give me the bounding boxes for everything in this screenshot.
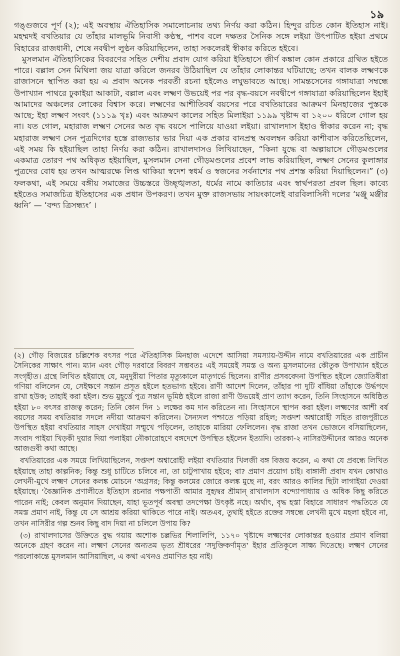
footnote-3: (৩) রাখালদাসের উক্তিতে বুদ্ধ গয়ায় অশোক চল্লভির শিলালিপি, ১১৭০ খৃষ্টাব্দে লক্ষ্মণের লোকান্তর হওয়ার প্রমাণ বলিয়া অনেকে গ্রহণ করেন না। লক্ষ্মণ সেনের অন্যতম ভৃত্য শ্রীধরের ‘সদুক্তিকর্ণামৃত’ ইহার প্রতিকূলে সাক্ষ্য দিতেছে। লক্ষ্মণ সেনের পরলোকান্তে মুসলমান আসিয়াছিল, এ কথা এখনও প্রমাণিত হয় নাই। bbox=[14, 530, 388, 561]
main-text bbox=[14, 20, 388, 211]
footnote-2: (২) গৌড় বিজয়ের চল্লিশেক বৎসর পরে ঐতিহাসিক মিনহাজ এদেশে আসিয়া সমস্যায়-উদ্দীন নামে বখতিয়ারের এক প্রাচীন সৈনিকের সাক্ষাৎ পান। ম্যান এবং গৌড় দরবারে বিবরণ সম্ভবতঃ এই সময়েই সমস্ত ও অন্য মুসলমানের কৌতুক উপাখ্যান হইতে সংগৃহীত। গ্রন্থে লিখিত হইয়াছে যে, মনুদুরীয়া পিতার মৃত্যুকালে মাতৃগর্ভে ছিলেন। রাণীর প্রসববেদনা উপস্থিত হইলে জ্যোতিষীরা গণিয়া বলিলেন যে, সেইক্ষণে সন্তান প্রসূত হইলে হতভাগ্য হইবে। রাণী আদেশ দিলেন, তাঁহার পা দুটি বাঁধিয়া তাঁহাকে উর্দ্ধপদে রাখা হউক; তাহাই করা হইল। শুভ মুহূর্ত্তে পুত্র সন্তান ভূমিষ্ঠ হইলে রাজা রাণী উভয়েই প্রাণ ত্যাগ করেন, তিনি সিংহাসনে অধিষ্ঠিত হইয়া ৮০ বৎসর রাজত্ব করেন; তিনি কোন দিন ১ লক্ষের কম দান করিতেন না। সিংহাসনে স্থাপন করা হইল। লক্ষ্মণের আশী বর্ষ বয়সের সময় বখতিয়ার সদলে নদীয়া আক্রমণ করিলেন। সৈন্যদল পশ্চাতে পড়িয়া রহিল; সপ্তদশ অশ্বারোহী সহিত রাজপুরীতে উপস্থিত হইয়া বখতিয়ার সাহস দেখাইয়া সম্মুখে পড়িলেন, তাহাকে মারিয়া ফেলিলেন। বৃদ্ধ রাজা তখন ভোজনে বসিয়াছিলেন, সংবাদ পাইয়া খিড়কী দুয়ার দিয়া পলাইয়া নৌকারোহণে বঙ্গদেশে উপস্থিত হইলেন ইত্যাদি। তারকা-২ নাসিরউদ্দীনের আরও অনেক আজগুবী কথা আছে। bbox=[14, 351, 388, 454]
footnote-divider bbox=[14, 348, 134, 349]
paragraph-1: গঙ্গুজবে পূর্ণ (২); এই অবস্থায় ঐতিহাসিক সমালোচনায় তথ্য নির্ণয় করা কঠিন। হিন্দুর রচিত কোন ইতিহাস নাই। মহম্মদই বখতিয়ার যে তাঁহার মালভূমি নিবাসী কণ্ঠস্থ, পাশব বলে দক্ষতর সৈনিক সঙ্গে লইয়া উৎপাটিত হইয়া প্রথমে বিহারের রাজধানী, শেষে নবদ্বীপ লুণ্ঠন করিয়াছিলেন, তাহা সকলেরই স্বীকার করিতে হইবে। bbox=[14, 20, 388, 53]
footnotes bbox=[14, 351, 388, 562]
page-number: ১৯ bbox=[369, 8, 384, 21]
paragraph-2: মুসলমান ঐতিহাসিকের বিবরণের সহিত দেশীয় প্রবাদ যোগ করিয়া ইতিহাসে জীর্ণ কঙ্কাল কোন প্রকারে গ্রথিত হইতে পারে। বল্লাল সেন মিথিলা জয় যাত্রা করিলে জনরব উঠিয়াছিল যে তাঁহার লোকান্তর ঘটিয়াছে; তখন বালক লক্ষ্মণকে রাজাসনে স্থাপিত করা হয় এ প্রবাদ অনেক পরবর্তী রচনা হইলেও লঘুভাবতে আছে। সামন্তসেনের গঙ্গাযাত্রা সম্বন্ধে উপাখ্যান পাথরে ঢুকাইয়া আকাটা, বল্লাল এবং লক্ষ্মণ উভয়েই পর পর বৃদ্ধ-বয়সে নবদ্বীপে গঙ্গাযাত্রা করিয়াছিলেন ইহাই আমাদের অঞ্চলের লোকের বিশ্বাস করে। লক্ষ্মণের আশীতিবর্ষ বয়সের পরে বখতিয়ারের আক্রমণ মিনহাজের পুস্তকে আছে; ইহা লক্ষ্মণ সংবৎ (১১১৯ খৃঃ) এবং আক্রমণ কালের সহিত মিলাইয়া ১১৯৯ খৃষ্টাব্দ বা ১২০০ ধরিলে গোল হয় না। যত গোল, মহারাজ লক্ষ্মণ সেনের অত বৃদ্ধ বয়সে পালিয়ে যাওয়া লইয়া। রাখালদাস ইহাও স্বীকার করেন না; বৃদ্ধ মহারাজ লক্ষ্মণ সেন পুত্রদিগের হস্তে রাজ্যভার ভার দিয়া এক প্রকার বানপ্রস্থ অবলম্বন করিয়া কাশীবাস করিতেছিলেন, এই সময় কি হইয়াছিল তাহা নির্ণয় করা কঠিন। রাখালদাসও লিখিয়াছেন, “কিনা যুদ্ধে বা অল্পায়াসে গৌড়মণ্ডলের একমাত্র তোরণ পথ অধিকৃত হইয়াছিল, মুসলমান সেনা গৌড়মণ্ডলের প্রবেশ লাভ করিয়াছিল, লক্ষ্মণ সেনের কুলাঙ্গার পুত্রদের বোধ হয় তখন আত্মরক্ষে লিপ্ত থাকিয়া স্বদেশ স্বধর্ম ও স্বজনের সর্বনাশের পথ প্রশস্ত করিয়া দিয়াছিলেন।” (৩) ফলকথা, এই সময়ে বঙ্গীয় সমাজের উচ্চস্তরে উচ্ছৃঙ্খলতা, ধর্মের নামে কাতিচার এবং স্বার্থপরতা প্রবল ছিল। কাব্যে হইতেও সমাজচিত্র ইতিহাসের এক প্রধান উপকরণ। তখন মুক্ত রাজসভায় সায়ংকালেই বারবিলাসিনী দলের ‘মঞ্জু মঞ্জীর ধ্বনি’ — ‘বন্দ্য ত্রিসন্ধ্যং’ । bbox=[14, 53, 388, 210]
footnote-2-continued: বখতিয়ারের এক সময়ে লিখিয়াছিলেন, সপ্তদশ অশ্বারোহী লইয়া বখতিয়ার খিলজী বঙ্গ বিজয় করেন, এ কথা যে প্রবন্ধে লিখিত হইয়াছে তাহা কাল্পনিক; কিন্তু শুধু চাটিতে চলিবে না, তা চাটুপাখায় হইবে; বা? প্রমাণ প্রয়োগ চাই। বাঙ্গালী প্রবাদ যখন কোথাও লেখনী-মুখে লক্ষ্মণ সেনের কলঙ্ক মোচনে ‘অগ্রসর; কিন্তু কলমের জোরে কলঙ্ক মুছে না, বরং আরও কালির ছিটা লাগাইয়া দেওয়া হইয়াছে। ‘বৈজ্ঞানিক প্রণালীতে ইতিহাস রচনার পক্ষপাতী আমার সুহৃদ্বর শ্রীমান্ রাখালদাস বন্দ্যোপাধ্যায় ও অধিক কিছু করিতে পারেন নাই; কেবল অনুমান দিয়াছেন, যাহা ভূতপূর্ব অবস্থা তদপেক্ষা উৎকৃষ্ট নহে। অর্থাৎ, বৃদ্ধ হস্তা বিহারে সাধারণ পদ্ধতিতে যে সমস্ত প্রমাণ নাই, কিন্তু যে সে আশ্রয় করিয়া থাকিতে পারে নাই। অতএব, তুথাই হইতে রক্তের সম্বন্ধে লেখনী মুখে মহলা হইবে না, তখন নাসিরীর গল্প শুনব কিছু বাদ দিয়া না চলিলে উপায় কি? bbox=[14, 456, 388, 528]
